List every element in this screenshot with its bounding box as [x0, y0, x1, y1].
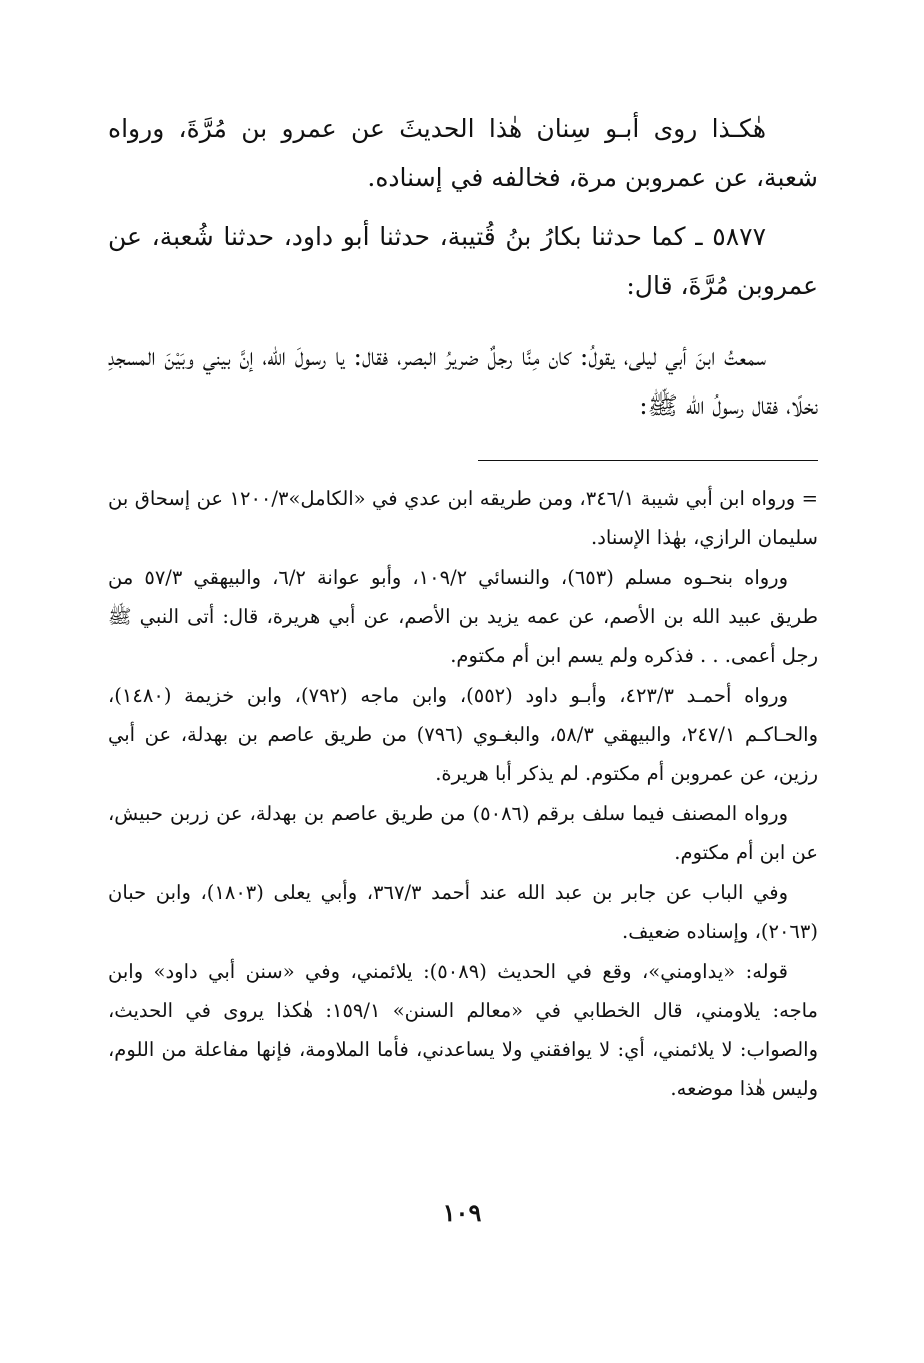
footnote-paragraph-3: ورواه أحمـد ٤٢٣/٣، وأبـو داود (٥٥٢)، وابن ماجه (٧٩٢)، وابن خزيمة (١٤٨٠)، والحـاكـم ٢٤٧/١، والبيهقي ٥٨/٣، والبغـوي (٧٩٦) من طريق عاصم بن بهدلة، عن أبي رزين، عن عمروبن أم مكتوم. لم يذكر أبا هريرة. [108, 684, 818, 785]
footnote-paragraph-5: وفي الباب عن جابر بن عبد الله عند أحمد ٣٦٧/٣، وأبي يعلى (١٨٠٣)، وابن حبان (٢٠٦٣)، وإسناده ضعيف. [108, 881, 818, 943]
footnote-paragraph-4: ورواه المصنف فيما سلف برقم (٥٠٨٦) من طريق عاصم بن بهدلة، عن زربن حبيش، عن ابن أم مكتوم. [108, 802, 818, 864]
page-number: ١٠٩ [442, 1198, 482, 1227]
main-paragraph-2: ٥٨٧٧ ـ كما حدثنا بكارُ بنُ قُتيبة، حدثنا أبو داود، حدثنا شُعبة، عن عمروبن مُرَّةَ، قال: [108, 222, 818, 300]
main-paragraph-3: سمعتُ ابنَ أبي ليلى، يقولُ: كان مِنَّا رجلٌ ضريرُ البصر، فقال: يا رسولَ الله، إنَّ بيني وبَيْنَ المسجدِ نخلًا، فقال رسولُ الله ﷺ: [108, 342, 818, 420]
footnote-paragraph-6: قوله: «يداومني»، وقع في الحديث (٥٠٨٩): يلائمني، وفي «سنن أبي داود» وابن ماجه: يلاومني، قال الخطابي في «معالم السنن» ١٥٩/١: هٰكذا يروى في الحديث، والصواب: لا يلائمني، أي: لا يوافقني ولا يساعدني، فأما الملاومة، فإنها مفاعلة من اللوم، وليس هٰذا موضعه. [108, 960, 819, 1100]
footnote-divider [478, 460, 818, 461]
page-body [108, 104, 818, 1109]
footnotes-section [108, 479, 818, 1108]
main-paragraph-1: هٰكـذا روى أبـو سِنان هٰذا الحديثَ عن عمرو بن مُرَّةَ، ورواه شعبة، عن عمروبن مرة، فخالفه في إسناده. [108, 114, 818, 192]
footnote-paragraph-1: = ورواه ابن أبي شيبة ٣٤٦/١، ومن طريقه ابن عدي في «الكامل»١٢٠٠/٣ عن إسحاق بن سليمان الرازي، بهٰذا الإسناد. [108, 487, 818, 549]
footnote-paragraph-2: ورواه بنحـوه مسلم (٦٥٣)، والنسائي ١٠٩/٢، وأبو عوانة ٦/٢، والبيهقي ٥٧/٣ من طريق عبيد الله بن الأصم، عن عمه يزيد بن الأصم، عن أبي هريرة، قال: أتى النبي ﷺ رجل أعمى. . . فذكره ولم يسم ابن أم مكتوم. [108, 566, 818, 667]
